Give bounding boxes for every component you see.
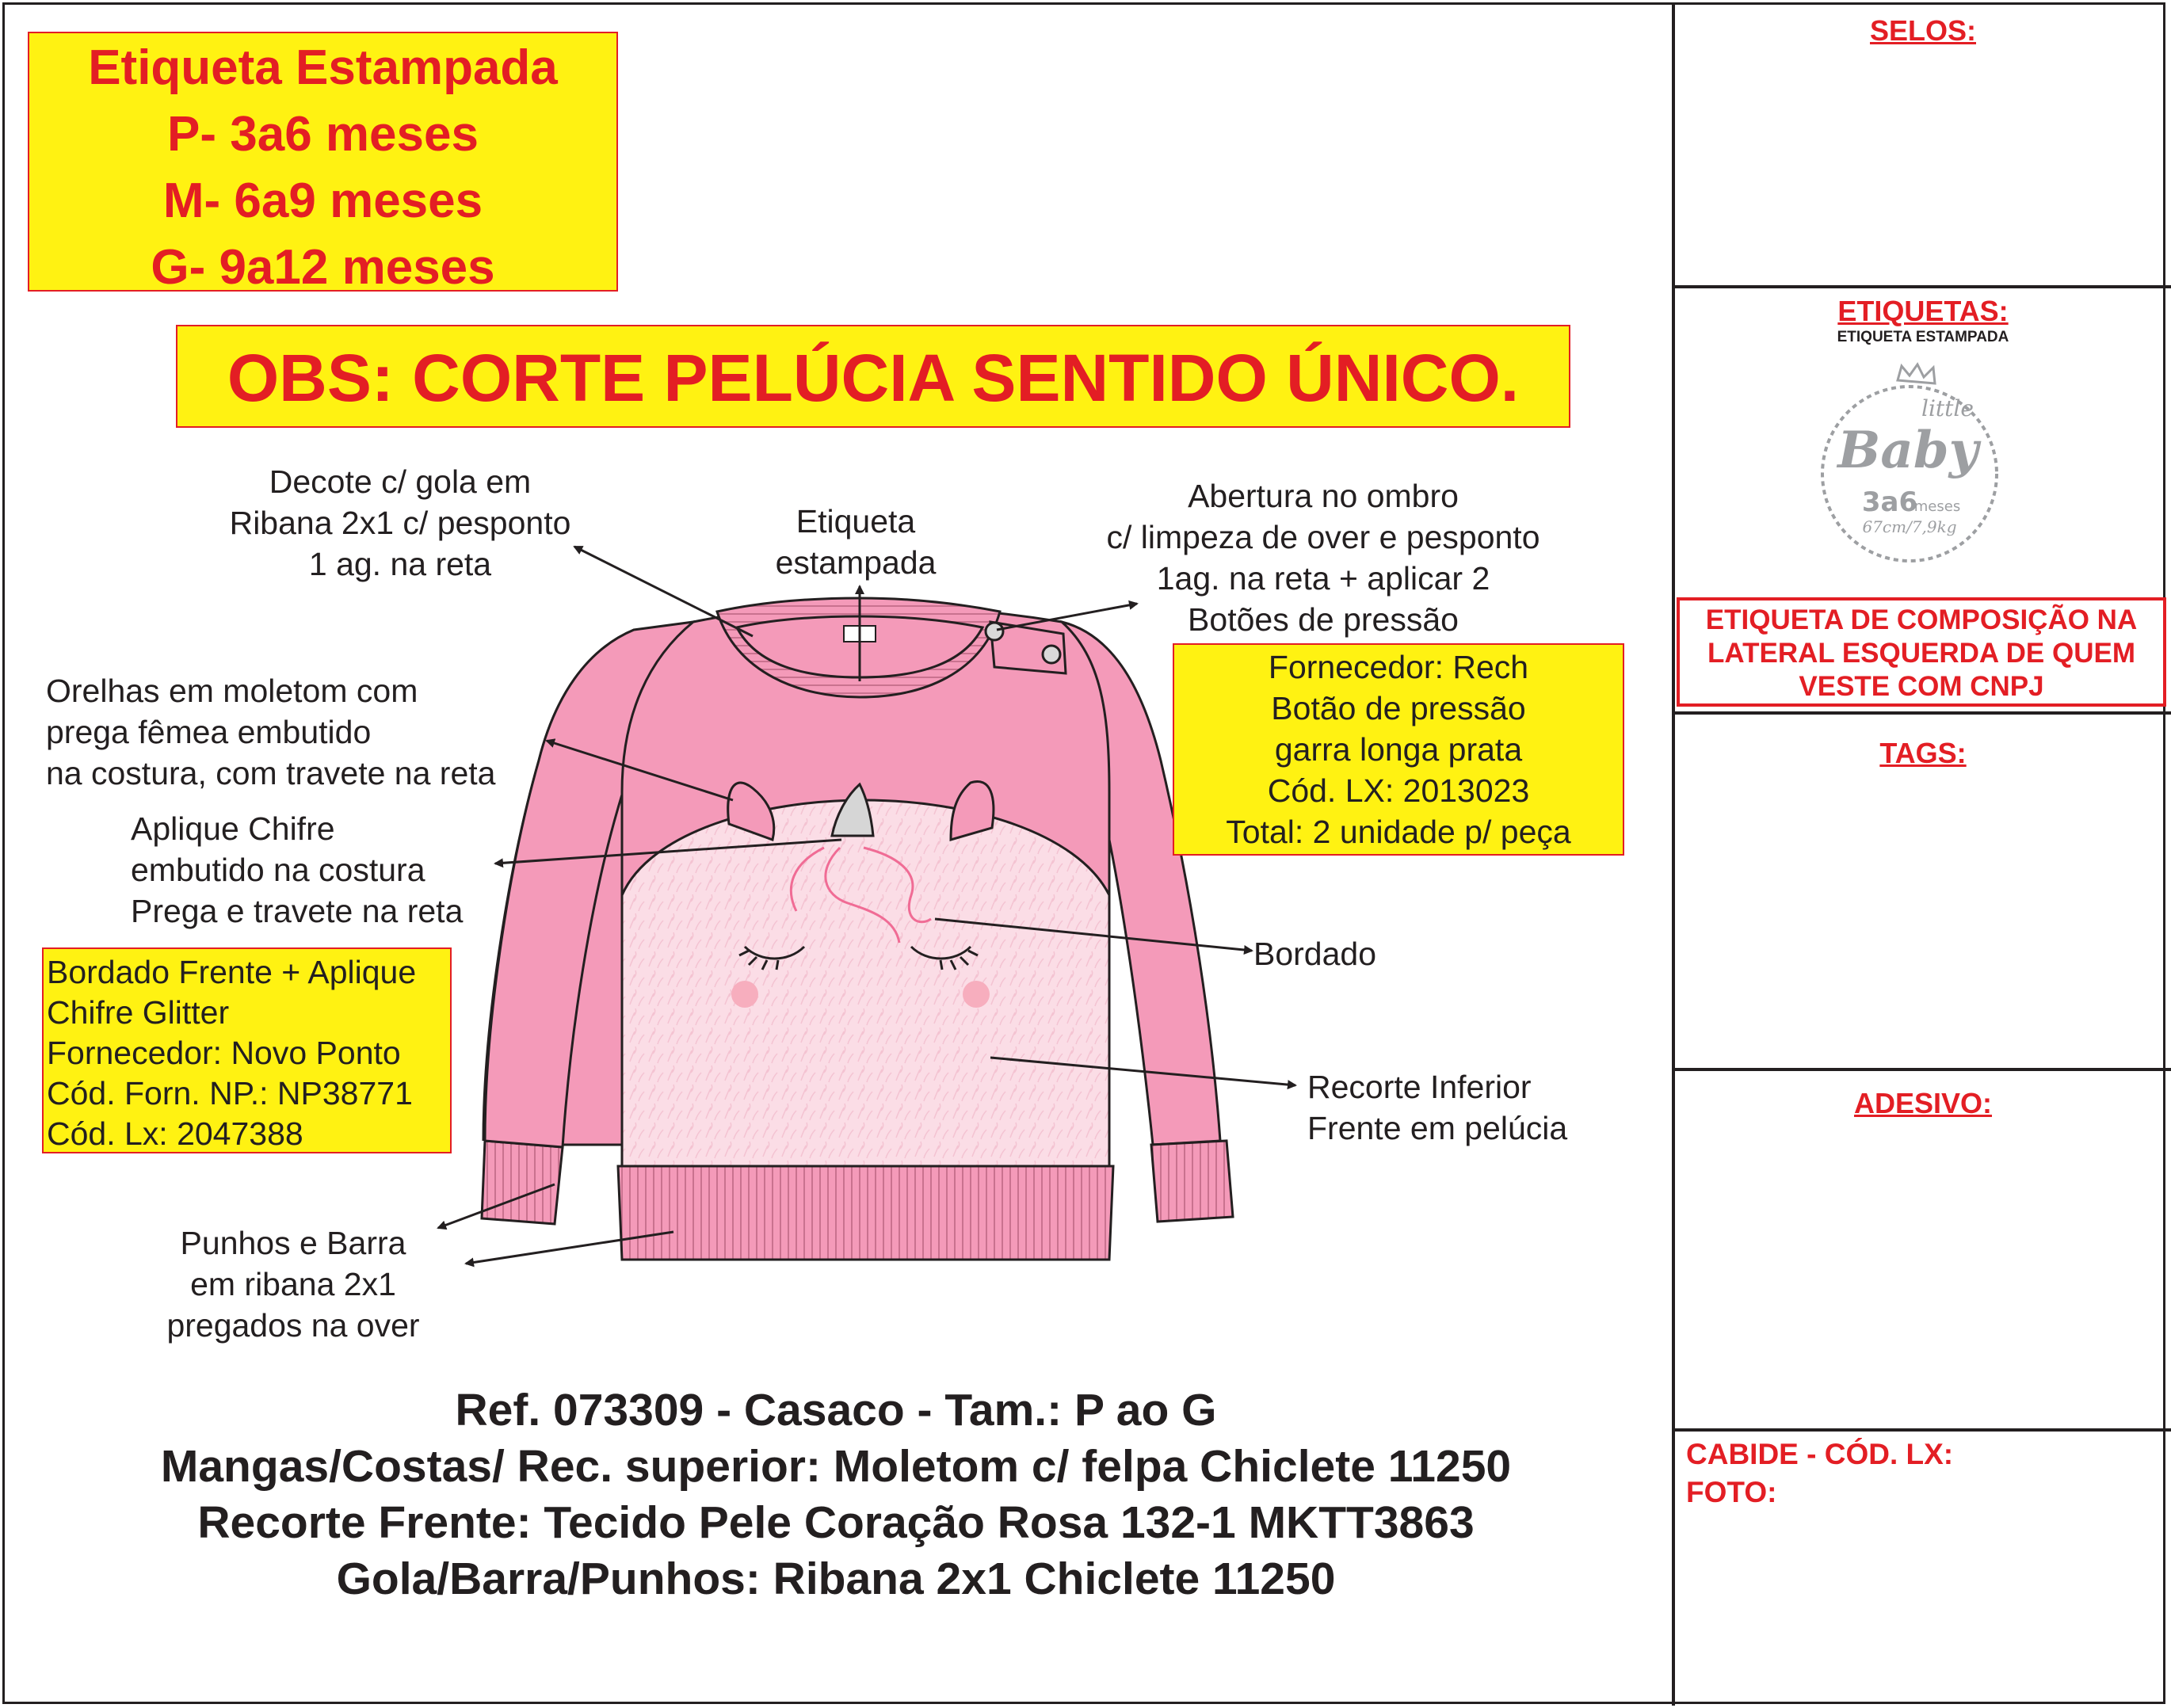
note-orelhas-line: na costura, com travete na reta <box>46 755 496 791</box>
note-abertura <box>1062 475 1585 640</box>
note-chifre-line: Prega e travete na reta <box>131 893 464 929</box>
supplier-line: Fornecedor: Rech <box>1268 649 1529 685</box>
selos-title: SELOS: <box>1869 14 1976 47</box>
adesivo-title: ADESIVO: <box>1853 1087 1993 1119</box>
panel-divider-selos <box>1672 285 2171 288</box>
spec-line: Gola/Barra/Punhos: Ribana 2x1 Chiclete 11250 <box>336 1554 1336 1604</box>
side-panel-divider <box>1672 2 1675 1706</box>
embroidery-line: Bordado Frente + Aplique <box>47 954 417 990</box>
obs-box: OBS: CORTE PELÚCIA SENTIDO ÚNICO. <box>176 325 1570 428</box>
embroidery-supplier-box <box>42 947 452 1153</box>
size-title: Etiqueta Estampada <box>88 40 558 95</box>
snap-supplier-box <box>1173 643 1624 856</box>
supplier-line: Total: 2 unidade p/ peça <box>1226 814 1571 850</box>
cabide-section <box>1686 1435 1953 1512</box>
composition-label-note <box>1677 597 2166 707</box>
supplier-line: Botão de pressão <box>1271 690 1526 726</box>
snap-button-icon <box>986 623 1003 640</box>
composition-line: VESTE COM CNPJ <box>1799 671 2044 702</box>
spec-line: Mangas/Costas/ Rec. superior: Moletom c/ felpa Chiclete 11250 <box>160 1441 1512 1492</box>
supplier-line: Cód. LX: 2013023 <box>1267 772 1530 809</box>
cabide-code-label: CABIDE - CÓD. LX: <box>1686 1438 1954 1470</box>
note-etiqueta-line: estampada <box>775 544 937 581</box>
right-cheek <box>963 981 990 1008</box>
note-decote-line: Decote c/ gola em <box>269 463 532 500</box>
note-abertura-line: 1ag. na reta + aplicar 2 <box>1156 560 1490 597</box>
label-size: 3a6 <box>1861 486 1918 518</box>
note-orelhas-line: Orelhas em moletom com <box>46 673 418 709</box>
embroidery-line: Cód. Forn. NP.: NP38771 <box>47 1075 413 1111</box>
size-line-m: M- 6a9 meses <box>162 173 483 228</box>
size-line-p: P- 3a6 meses <box>167 107 479 162</box>
label-measure: 67cm/7,9kg <box>1862 517 1957 536</box>
note-punhos-line: em ribana 2x1 <box>190 1266 396 1302</box>
note-abertura-line: Abertura no ombro <box>1188 478 1459 514</box>
note-recorte-line: Recorte Inferior <box>1307 1069 1532 1105</box>
foto-label: FOTO: <box>1686 1476 1777 1508</box>
note-punhos-line: pregados na over <box>166 1307 420 1344</box>
note-chifre-line: embutido na costura <box>131 852 425 888</box>
label-size-unit: meses <box>1913 498 1961 515</box>
note-decote-line: Ribana 2x1 c/ pesponto <box>229 505 571 541</box>
supplier-line: garra longa prata <box>1274 731 1523 768</box>
embroidery-line: Cód. Lx: 2047388 <box>47 1115 303 1152</box>
panel-divider-etiquetas <box>1672 711 2171 715</box>
note-recorte-line: Frente em pelúcia <box>1307 1110 1568 1146</box>
embroidery-line: Chifre Glitter <box>47 994 230 1031</box>
note-etiqueta-line: Etiqueta <box>796 503 916 539</box>
note-punhos <box>135 1222 452 1346</box>
note-recorte <box>1307 1066 1567 1149</box>
note-bordado: Bordado <box>1253 936 1377 972</box>
note-chifre-line: Aplique Chifre <box>131 810 335 847</box>
spec-reference: Ref. 073309 - Casaco - Tam.: P ao G <box>455 1385 1217 1435</box>
composition-line: LATERAL ESQUERDA DE QUEM <box>1707 638 2135 669</box>
panel-divider-adesivo <box>1672 1428 2171 1432</box>
embroidery-line: Fornecedor: Novo Ponto <box>47 1035 401 1071</box>
snap-button-icon <box>1043 646 1060 663</box>
spec-line: Recorte Frente: Tecido Pele Coração Rosa 132-1 MKTT3863 <box>197 1497 1475 1548</box>
note-orelhas <box>46 670 495 794</box>
product-spec <box>0 1382 1672 1607</box>
note-abertura-line: Botões de pressão <box>1188 601 1459 638</box>
note-abertura-line: c/ limpeza de over e pesponto <box>1106 519 1540 555</box>
size-line-g: G- 9a12 meses <box>151 240 495 295</box>
tags-title: TAGS: <box>1879 737 1967 769</box>
label-brand-top: little <box>1921 395 1974 421</box>
little-baby-label-logo <box>1807 356 2020 570</box>
note-punhos-line: Punhos e Barra <box>180 1225 406 1261</box>
note-etiqueta <box>753 501 959 583</box>
composition-line: ETIQUETA DE COMPOSIÇÃO NA <box>1705 604 2138 635</box>
note-decote-line: 1 ag. na reta <box>308 546 492 582</box>
left-cheek <box>731 981 758 1008</box>
note-chifre <box>131 808 463 932</box>
etiquetas-title: ETIQUETAS: <box>1837 295 2009 327</box>
note-decote <box>190 461 610 585</box>
panel-divider-tags <box>1672 1068 2171 1071</box>
etiquetas-subtitle: ETIQUETA ESTAMPADA <box>1837 329 2009 345</box>
label-brand: Baby <box>1837 421 1978 480</box>
note-orelhas-line: prega fêmea embutido <box>46 714 372 750</box>
sweater-body <box>618 606 1113 1260</box>
